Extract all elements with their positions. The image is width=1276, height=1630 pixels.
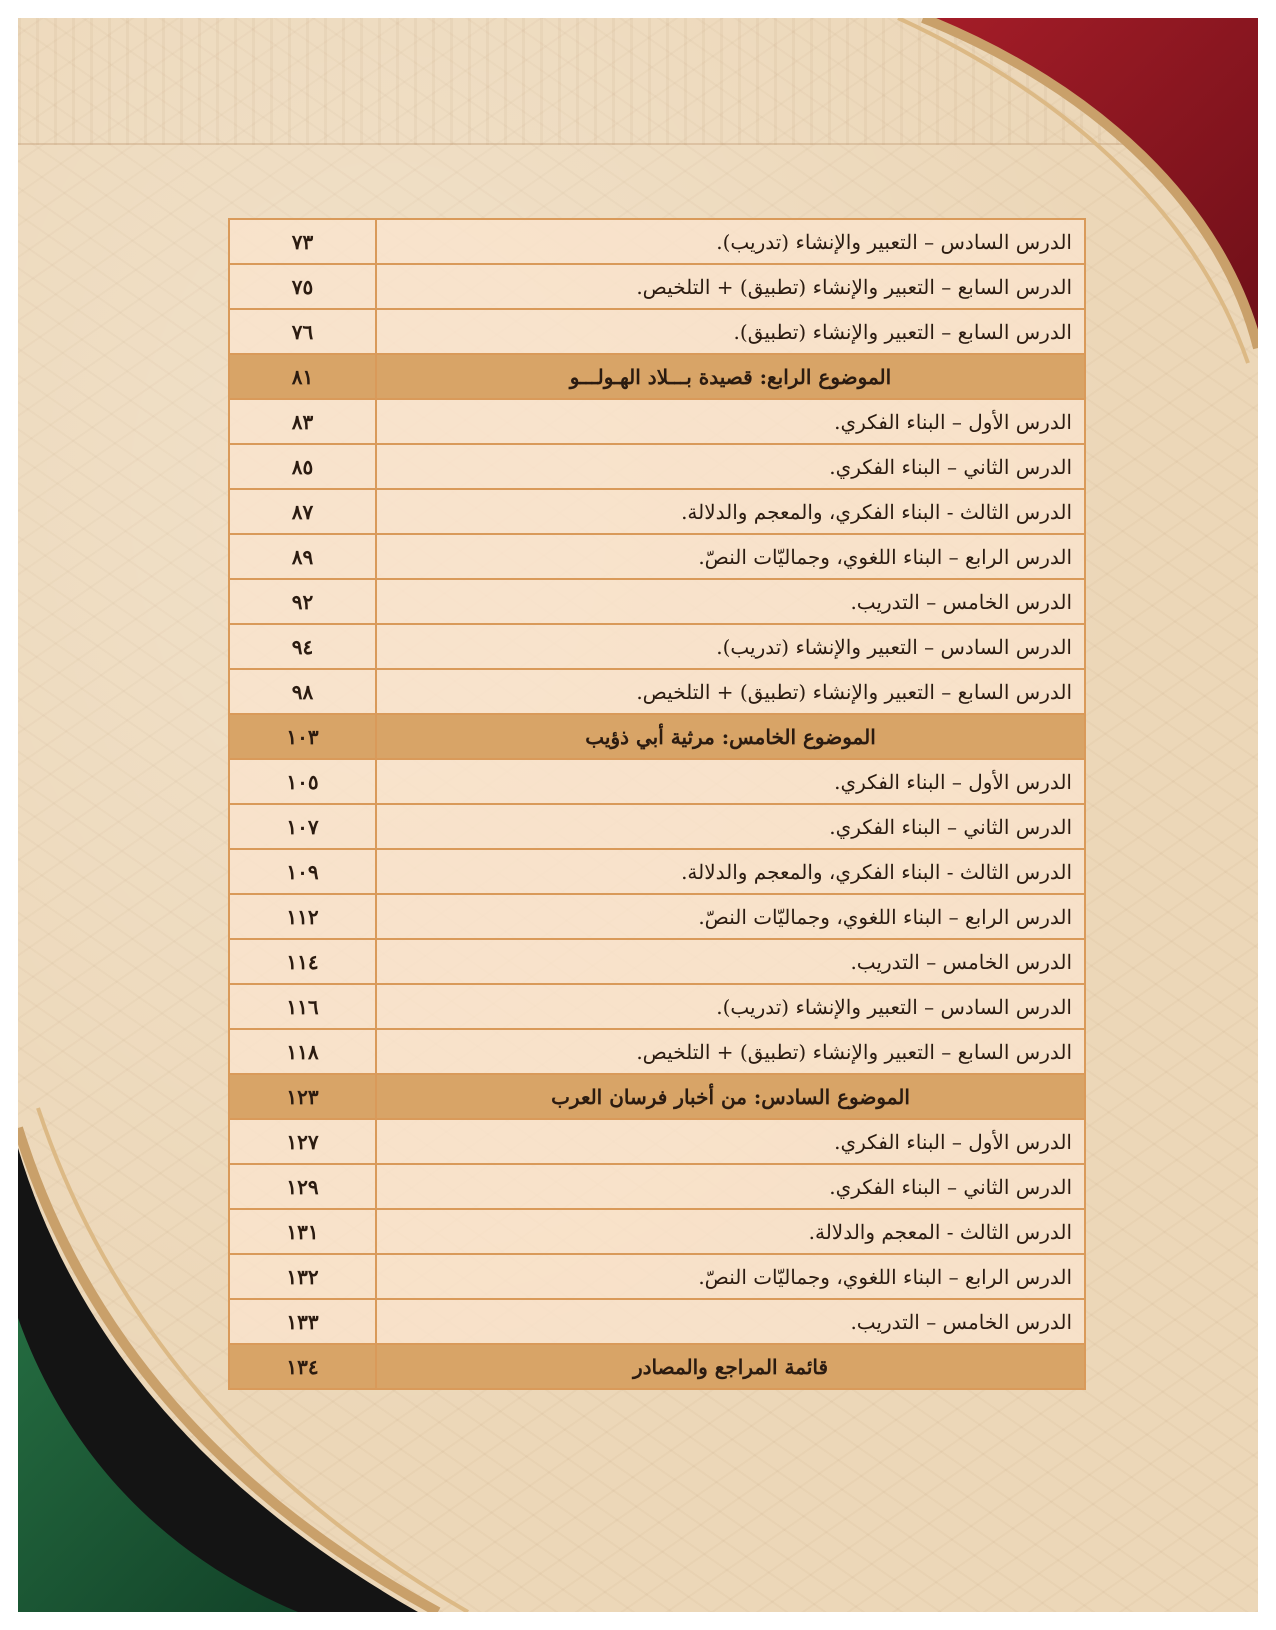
toc-page-number: ٩٨ (229, 669, 376, 714)
toc-row (229, 849, 1085, 894)
toc-row (229, 669, 1085, 714)
toc-row (229, 399, 1085, 444)
toc-row (229, 534, 1085, 579)
toc-page-number: ٨٣ (229, 399, 376, 444)
toc-lesson-title: الدرس الأول – البناء الفكري. (376, 399, 1085, 444)
toc-lesson-title: الدرس الرابع – البناء اللغوي، وجماليّات النصّ. (376, 1254, 1085, 1299)
toc-lesson-title: الدرس السابع – التعبير والإنشاء (تطبيق). (376, 309, 1085, 354)
toc-lesson-title: الدرس الثاني – البناء الفكري. (376, 804, 1085, 849)
toc-page-number: ١٣٢ (229, 1254, 376, 1299)
toc-row (229, 1029, 1085, 1074)
toc-row (229, 309, 1085, 354)
toc-page-number: ٨١ (229, 354, 376, 399)
toc-row (229, 894, 1085, 939)
toc-row (229, 1164, 1085, 1209)
toc-lesson-title: الدرس الأول – البناء الفكري. (376, 759, 1085, 804)
toc-row (229, 804, 1085, 849)
toc-row (229, 984, 1085, 1029)
toc-page-number: ١١٢ (229, 894, 376, 939)
toc-page-number: ١٢٩ (229, 1164, 376, 1209)
toc-row (229, 489, 1085, 534)
toc-lesson-title: الدرس الخامس – التدريب. (376, 1299, 1085, 1344)
toc-page-number: ٧٣ (229, 219, 376, 264)
toc-page-number: ١٠٧ (229, 804, 376, 849)
toc-row (229, 1254, 1085, 1299)
toc-page-number: ٨٥ (229, 444, 376, 489)
toc-lesson-title: الدرس الخامس – التدريب. (376, 939, 1085, 984)
toc-row (229, 444, 1085, 489)
toc-row (229, 1209, 1085, 1254)
toc-lesson-title: الدرس السادس – التعبير والإنشاء (تدريب). (376, 624, 1085, 669)
toc-row (229, 219, 1085, 264)
toc-section-row (229, 1074, 1085, 1119)
toc-lesson-title: الدرس السابع – التعبير والإنشاء (تطبيق) + التلخيص. (376, 1029, 1085, 1074)
toc-section-row (229, 1344, 1085, 1389)
toc-page-number: ٧٦ (229, 309, 376, 354)
toc-section-title: الموضوع الخامس: مرثية أبي ذؤيب (376, 714, 1085, 759)
toc-page-number: ١١٦ (229, 984, 376, 1029)
page (18, 18, 1258, 1612)
toc-page-number: ١٢٣ (229, 1074, 376, 1119)
toc-row (229, 264, 1085, 309)
toc-page-number: ١١٤ (229, 939, 376, 984)
toc-page-number: ١٠٣ (229, 714, 376, 759)
toc-row (229, 1299, 1085, 1344)
toc-page-number: ٩٤ (229, 624, 376, 669)
toc-lesson-title: الدرس الخامس – التدريب. (376, 579, 1085, 624)
toc-page-number: ١٣٣ (229, 1299, 376, 1344)
toc-section-title: الموضوع السادس: من أخبار فرسان العرب (376, 1074, 1085, 1119)
table-of-contents (228, 218, 1086, 1390)
toc-lesson-title: الدرس السابع – التعبير والإنشاء (تطبيق) + التلخيص. (376, 669, 1085, 714)
toc-lesson-title: الدرس الثالث - البناء الفكري، والمعجم والدلالة. (376, 849, 1085, 894)
toc-page-number: ٩٢ (229, 579, 376, 624)
toc-page-number: ١٠٥ (229, 759, 376, 804)
toc-lesson-title: الدرس الثالث - البناء الفكري، والمعجم والدلالة. (376, 489, 1085, 534)
toc-lesson-title: الدرس الأول – البناء الفكري. (376, 1119, 1085, 1164)
toc-page-number: ١٣١ (229, 1209, 376, 1254)
toc-page-number: ٨٩ (229, 534, 376, 579)
toc-section-row (229, 354, 1085, 399)
toc-section-title: الموضوع الرابع: قصيدة بـــلاد الهـولـــو (376, 354, 1085, 399)
toc-lesson-title: الدرس الرابع – البناء اللغوي، وجماليّات النصّ. (376, 894, 1085, 939)
toc-row (229, 939, 1085, 984)
toc-lesson-title: الدرس الثاني – البناء الفكري. (376, 1164, 1085, 1209)
toc-lesson-title: الدرس الرابع – البناء اللغوي، وجماليّات النصّ. (376, 534, 1085, 579)
toc-page-number: ١٣٤ (229, 1344, 376, 1389)
toc-page-number: ١٢٧ (229, 1119, 376, 1164)
toc-section-title: قائمة المراجع والمصادر (376, 1344, 1085, 1389)
toc-row (229, 579, 1085, 624)
toc-page-number: ٨٧ (229, 489, 376, 534)
toc-row (229, 624, 1085, 669)
toc-lesson-title: الدرس الثاني – البناء الفكري. (376, 444, 1085, 489)
toc-row (229, 759, 1085, 804)
toc-lesson-title: الدرس السادس – التعبير والإنشاء (تدريب). (376, 984, 1085, 1029)
toc-page-number: ٧٥ (229, 264, 376, 309)
toc-page-number: ١٠٩ (229, 849, 376, 894)
toc-section-row (229, 714, 1085, 759)
toc-lesson-title: الدرس الثالث - المعجم والدلالة. (376, 1209, 1085, 1254)
toc-lesson-title: الدرس السابع – التعبير والإنشاء (تطبيق) + التلخيص. (376, 264, 1085, 309)
toc-row (229, 1119, 1085, 1164)
toc-lesson-title: الدرس السادس – التعبير والإنشاء (تدريب). (376, 219, 1085, 264)
toc-page-number: ١١٨ (229, 1029, 376, 1074)
